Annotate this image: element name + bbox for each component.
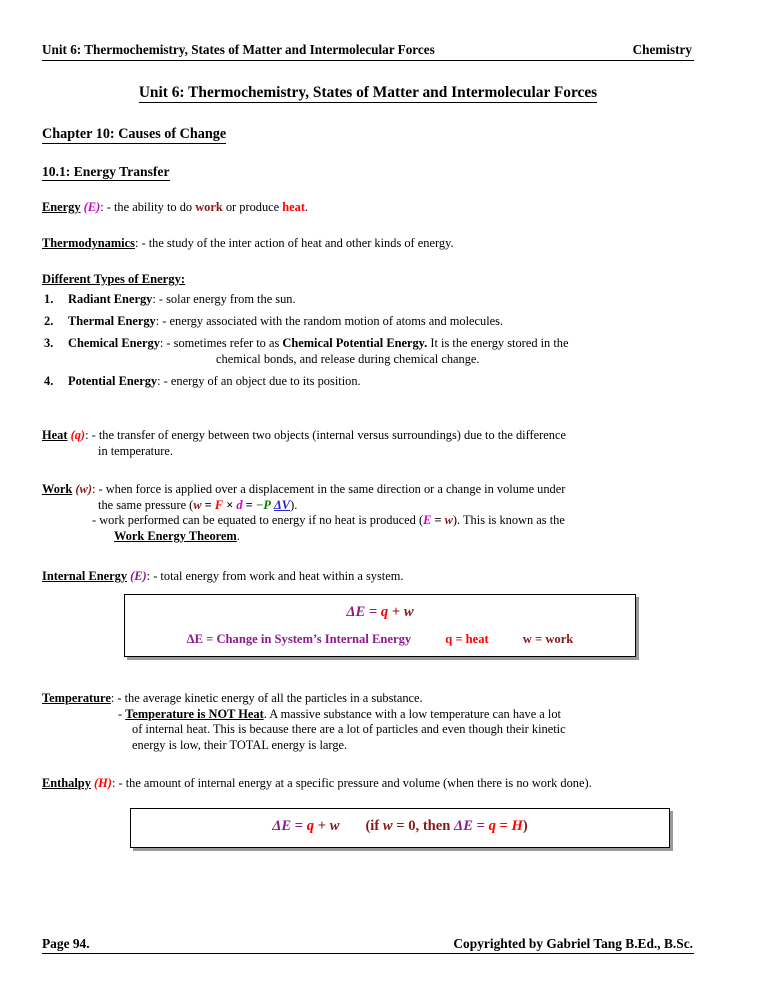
symbol-energy: (E) bbox=[83, 200, 101, 214]
list-item-name: Radiant Energy bbox=[68, 292, 153, 306]
box2-cond-q: q bbox=[488, 818, 496, 834]
page-title bbox=[42, 84, 694, 102]
definition-internal-energy bbox=[42, 569, 404, 585]
definition-heat bbox=[42, 428, 566, 459]
box1-w: w bbox=[403, 604, 414, 620]
box1-delta-E: ΔE bbox=[346, 604, 366, 620]
footer-page-number: Page 94. bbox=[42, 936, 90, 951]
formula-box-enthalpy-equation bbox=[130, 808, 670, 848]
page-title-text: Unit 6: Thermochemistry, States of Matter and Intermolecular Forces bbox=[138, 84, 598, 101]
eq-F: F bbox=[214, 497, 224, 512]
box1-w-definition: w = work bbox=[522, 632, 574, 646]
box2-cond-H: H bbox=[511, 818, 523, 834]
symbol-heat: (q) bbox=[70, 428, 86, 442]
types-of-energy-list bbox=[42, 292, 694, 396]
term-work: Work bbox=[42, 482, 73, 496]
work-energy-theorem: Work Energy Theorem bbox=[114, 528, 237, 543]
list-item-text: : - energy of an object due to its position. bbox=[157, 373, 361, 388]
formula-box1-row2 bbox=[125, 632, 635, 647]
term-thermodynamics: Thermodynamics bbox=[42, 236, 135, 250]
eq-delta-V: ΔV bbox=[274, 497, 291, 512]
box1-q: q bbox=[380, 604, 389, 620]
symbol-enthalpy: (H) bbox=[94, 776, 112, 790]
energy-text-b: or produce bbox=[222, 200, 283, 214]
energy-work-word: work bbox=[195, 200, 223, 214]
eq-w: w bbox=[193, 497, 202, 512]
energy-heat-word: heat bbox=[282, 200, 305, 214]
formula-box-energy-equation bbox=[124, 594, 636, 657]
document-page bbox=[42, 0, 694, 994]
box2-cond-w: w bbox=[382, 818, 393, 834]
energy-text-a: - the ability to do bbox=[103, 200, 196, 214]
section-heading bbox=[42, 164, 170, 180]
running-header bbox=[42, 42, 694, 61]
list-item-name: Chemical Energy bbox=[68, 336, 160, 351]
energy-colon: : bbox=[100, 200, 104, 214]
list-item-bold-phrase: Chemical Potential Energy. bbox=[282, 336, 428, 351]
term-energy: Energy bbox=[42, 200, 81, 214]
definition-work bbox=[42, 482, 565, 544]
heat-line-2: in temperature. bbox=[98, 443, 173, 458]
page-footer bbox=[42, 936, 694, 954]
symbol-work: (w) bbox=[75, 482, 92, 496]
work-line-4: Work Energy Theorem. bbox=[114, 528, 240, 543]
temperature-line-2: - Temperature is NOT Heat. A massive substance with a low temperature can have a lot bbox=[118, 706, 561, 721]
list-item-number: 2. bbox=[44, 314, 54, 329]
list-item-number: 1. bbox=[44, 292, 54, 306]
internal-energy-text: : - total energy from work and heat within a system. bbox=[146, 569, 404, 583]
list-item-text-after: It is the energy stored in the bbox=[427, 336, 569, 351]
temperature-line-3: of internal heat. This is because there are a lot of particles and even though their kinetic bbox=[132, 722, 566, 737]
definition-enthalpy bbox=[42, 776, 592, 792]
list-item bbox=[42, 292, 694, 308]
chapter-heading bbox=[42, 126, 226, 143]
term-temperature: Temperature bbox=[42, 691, 111, 705]
chapter-heading-text: Chapter 10: Causes of Change bbox=[42, 126, 227, 142]
temperature-line-1: Temperature: - the average kinetic energy of all the particles in a substance. bbox=[42, 691, 423, 705]
definition-thermodynamics bbox=[42, 236, 454, 252]
running-header-left: Unit 6: Thermochemistry, States of Matter and Intermolecular Forces bbox=[42, 42, 435, 57]
list-item-name: Potential Energy bbox=[68, 373, 158, 388]
term-enthalpy: Enthalpy bbox=[42, 776, 91, 790]
list-item-number: 3. bbox=[44, 336, 54, 351]
work-line-1: Work (w): - when force is applied over a displacement in the same direction or a change in volume under bbox=[42, 482, 566, 496]
list-item-text: : - solar energy from the sun. bbox=[152, 292, 296, 306]
term-heat: Heat bbox=[42, 428, 68, 442]
list-item-continuation: chemical bonds, and release during chemical change. bbox=[216, 351, 480, 366]
list-item-text: : - energy associated with the random motion of atoms and molecules. bbox=[155, 314, 504, 329]
list-item-number: 4. bbox=[44, 373, 54, 388]
section-heading-text: 10.1: Energy Transfer bbox=[42, 164, 170, 179]
list-item-text: : - sometimes refer to as bbox=[159, 336, 283, 351]
temperature-not-heat: Temperature is NOT Heat bbox=[125, 706, 264, 721]
formula-box1-row1: ΔE = q + w bbox=[346, 604, 414, 620]
box1-q-definition: q = heat bbox=[445, 632, 489, 646]
eq-d: d bbox=[236, 497, 243, 512]
box2-cond-delta-E: ΔE bbox=[454, 818, 473, 834]
list-item bbox=[42, 374, 694, 390]
temperature-line-4: energy is low, their TOTAL energy is large. bbox=[132, 737, 348, 752]
definition-energy bbox=[42, 200, 308, 216]
running-header-right: Chemistry bbox=[632, 42, 692, 57]
heat-line-1: Heat (q): - the transfer of energy between two objects (internal versus surroundings) due to the difference bbox=[42, 428, 566, 442]
work-line-2: the same pressure (w = F × d = −P ΔV). bbox=[98, 497, 298, 512]
list-item bbox=[42, 336, 694, 367]
box2-delta-E: ΔE bbox=[272, 818, 292, 834]
thermodynamics-text: : - the study of the inter action of heat and other kinds of energy. bbox=[134, 236, 454, 250]
energy-text-c: . bbox=[305, 200, 309, 214]
definition-temperature bbox=[42, 691, 566, 753]
footer-copyright: Copyrighted by Gabriel Tang B.Ed., B.Sc. bbox=[453, 936, 693, 951]
box2-q: q bbox=[306, 818, 315, 834]
formula-box2-row1: ΔE = q + w (if w = 0, then ΔE = q = H) bbox=[272, 818, 528, 834]
box1-delta-E-definition: ΔE = Change in System’s Internal Energy bbox=[186, 632, 412, 646]
term-internal-energy: Internal Energy bbox=[42, 569, 128, 583]
symbol-internal-energy: (E) bbox=[130, 569, 147, 583]
work-line-3: - work performed can be equated to energy if no heat is produced (E = w). This is known as the bbox=[92, 513, 565, 528]
eq-E: E bbox=[423, 513, 432, 528]
eq-w2: w bbox=[444, 513, 453, 528]
box2-w: w bbox=[329, 818, 340, 834]
types-of-energy-heading: Different Types of Energy: bbox=[42, 272, 186, 286]
list-item bbox=[42, 314, 694, 330]
enthalpy-text: : - the amount of internal energy at a specific pressure and volume (when there is no work done). bbox=[111, 776, 592, 790]
eq-P: −P bbox=[255, 497, 271, 512]
list-item-name: Thermal Energy bbox=[68, 314, 156, 329]
